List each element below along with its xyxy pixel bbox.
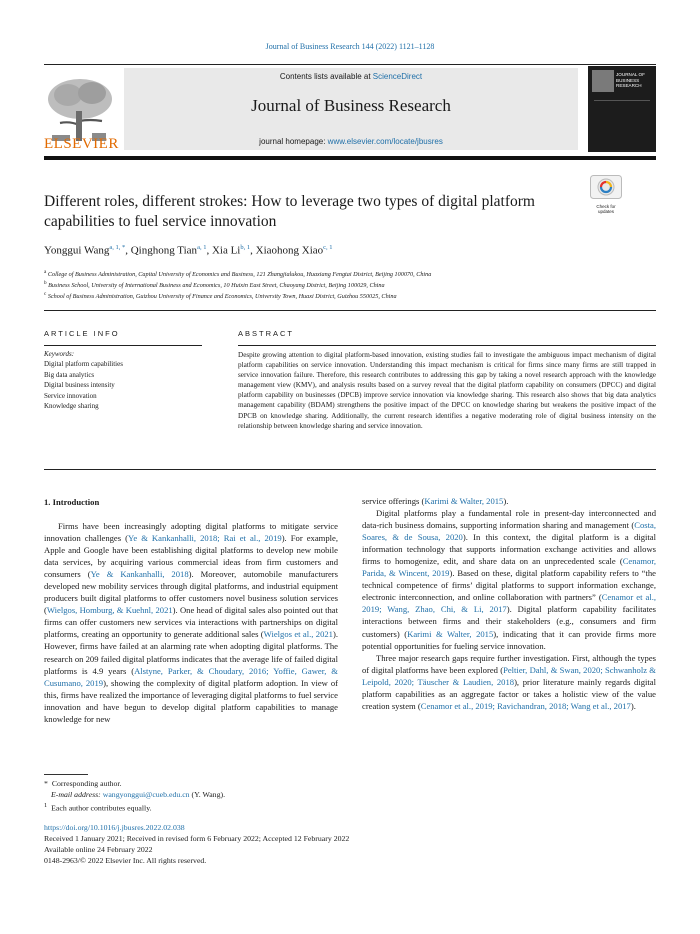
affiliation: $^b$ Business School, University of International Business and Economics, 10 Huixin East Street, Chaoyang District, Beijing 100029, China	[44, 280, 385, 290]
sciencedirect-link[interactable]: ScienceDirect	[372, 72, 423, 81]
author-name: Qinghong Tian	[130, 244, 198, 257]
body-paragraph: Firms have been increasingly adopting digital platforms to mitigate service innovation challenges (Ye & Kankanhalli, 2018; Rai et al., 2019). For example, Apple and Google have been establishing digital platforms to develop new mobile data services, by acquiring various commercial ideas from firm customers and consumers (Ye & Kankanhalli, 2018). Moreover, automobile manufacturers developed new mobility services through digital platforms, and industrial equipment producers built digital platforms to offer customers novel business solution services (Wielgos, Homburg, & Kuehnl, 2021). One head of digital sales also pointed out that firms can offer customers new services via interactions with partnerships on digital platforms, creating an opportunity to generate additional sales (Wielgos et al., 2021). However, firms have failed at an alarming rate when adopting digital platforms. The research on 209 failed digital platforms indicates that the average life of failed digital platforms is 4.9 years (Alstyne, Parker, & Choudary, 2016; Yoffie, Gawer, & Cusumano, 2019), showing the complexity of digital platform adoption. In view of this, firms have realized the importance of leveraging digital platforms to fuel service innovation and have begun to develop digital platform capabilities to manage knowledge for new	[44, 521, 338, 724]
check-updates-label: Check for updates	[596, 204, 616, 214]
elsevier-wordmark: ELSEVIER	[44, 136, 119, 152]
author-email-link[interactable]: wangyonggui@cueb.edu.cn	[102, 790, 190, 799]
publication-info	[44, 822, 544, 866]
journal-homepage-link[interactable]: www.elsevier.com/locate/jbusres	[327, 137, 443, 146]
citation-link[interactable]: Cenamor, Parida, & Wincent, 2019	[362, 556, 656, 579]
keyword: Knowledge sharing	[44, 402, 99, 410]
article-info-heading: ARTICLE INFO	[44, 329, 120, 338]
divider	[238, 345, 656, 346]
affiliation: $^c$ School of Business Administration, Guizhou University of Finance and Economics, University Town, Huaxi District, Guizhou 550025, China	[44, 291, 397, 301]
divider	[44, 310, 656, 311]
cover-emblem	[592, 70, 614, 92]
body-column-right	[362, 495, 656, 712]
contents-line: Contents lists available at ScienceDirect	[279, 72, 423, 81]
online-date: Available online 24 February 2022	[44, 845, 153, 854]
abstract-text: Despite growing attention to digital platform-based innovation, existing studies fail to investigate the ambiguous impact mechanism of digital platform capabilities on service innovation. Understanding this impact mechanism is critical for firms since many firms are still trapped in service innovation failure. Therefore, this research contributes to addressing this gap by taking a novel research approach with the knowledge management view (KMV), and analysis results based on a survey reveal that the digital platform capability on consumers (DPCC) and digital platform capability on businesses (DPCB) improve service innovation via knowledge sharing. This research also shows that big data analytics management capability (BDAM) strengthens the positive impact of the DPCC on knowledge sharing but weakens the positive impact of the DPCB on knowledge sharing. Additionally, the current research identifies a negative moderating role of digital business intensity on the relationship between knowledge sharing and service innovation.	[238, 351, 656, 430]
journal-title: Journal of Business Research	[251, 96, 451, 115]
citation-link[interactable]: Wielgos et al., 2021	[263, 629, 333, 640]
citation-link[interactable]: Cenamor et al., 2019; Ravichandran, 2018; Wang et al., 2017	[420, 700, 631, 711]
author-name: Yonggui Wang	[44, 244, 110, 257]
author-affiliation-marks[interactable]: a, 1, *	[109, 244, 126, 251]
body-column-left	[44, 520, 338, 725]
author-name: Xiaohong Xiao	[255, 244, 324, 257]
body-paragraph: service offerings (Karimi & Walter, 2015).	[362, 496, 509, 506]
citation-link[interactable]: Cenamor et al., 2019; Wang, Zhao, Chi, & Li, 2017	[362, 592, 657, 615]
keyword: Service innovation	[44, 391, 97, 400]
citation-link[interactable]: Ye & Kankanhalli, 2018; Rai et al., 2019	[127, 533, 282, 544]
journal-homepage: journal homepage: www.elsevier.com/locate/jbusres	[259, 137, 443, 146]
divider	[44, 345, 202, 346]
journal-citation-link[interactable]: Journal of Business Research 144 (2022) 1121–1128	[265, 42, 435, 51]
body-paragraph: Digital platforms play a fundamental role in present-day interconnected and data-rich business domains, supporting information sharing and management (Costa, Soares, & de Sousa, 2020). In this context, the digital platform is a digital information technology that supports information exchange activities and allows firms to homogenize, edit, and share data on an unprecedented scale (Cenamor, Parida, & Wincent, 2019). Based on these, digital platform capability refers to “the technical competence of firms’ digital platforms to support information exchange, electronic interconnection, and online collaboration with partners” (Cenamor et al., 2019; Wang, Zhao, Chi, & Li, 2017). Digital platform capability facilitates interactions between firms and their stakeholders (e.g., consumers and firm customers) (Karimi & Walter, 2015), indicating that it can provide firms more potential opportunities for fueling service innovation.	[362, 508, 657, 651]
received-dates: Received 1 January 2021; Received in revised form 6 February 2022; Accepted 12 February 2022	[44, 834, 350, 843]
footnote-rule	[44, 774, 88, 775]
author-affiliation-marks[interactable]: b, 1	[240, 244, 251, 251]
doi-link[interactable]: https://doi.org/10.1016/j.jbusres.2022.02.038	[44, 823, 185, 832]
citation-link[interactable]: Peltier, Dahl, & Swan, 2020; Schwanholz & Leipold, 2020; Täuscher & Laudien, 2018	[362, 664, 656, 687]
keyword: Big data analytics	[44, 370, 95, 379]
keyword: Digital platform capabilities	[44, 360, 123, 368]
author-list: Yonggui Wang$^{a, 1, *}$, Qinghong Tian$^{a, 1}$, Xia Li$^{b, 1}$, Xiaohong Xiao$^{c, 1}$	[44, 244, 333, 257]
cover-body	[594, 100, 650, 147]
masthead-top-rule	[44, 64, 656, 65]
masthead-bottom-rule	[44, 156, 656, 160]
check-for-updates-badge[interactable]	[590, 175, 622, 214]
cover-title: JOURNAL OF BUSINESS RESEARCH	[616, 72, 645, 88]
divider	[44, 469, 656, 470]
keywords-label: Keywords:	[44, 350, 75, 358]
body-paragraph: Three major research gaps require further investigation. First, although the types of digital platforms have been explored (Peltier, Dahl, & Swan, 2020; Schwanholz & Leipold, 2020; Täuscher & Laudien, 2018), prior literature mainly regards digital platform capabilities as an aggregate factor or takes a holistic view of the value creation system (Cenamor et al., 2019; Ravichandran, 2018; Wang et al., 2017).	[362, 652, 656, 711]
citation-link[interactable]: Karimi & Walter, 2015	[424, 496, 504, 506]
affiliation: $^a$ College of Business Administration, Capital University of Economics and Business, 121 Zhangjialukou, Huaxiang Fengtai District, Beijing 100070, China	[44, 269, 432, 279]
copyright: 0148-2963/© 2022 Elsevier Inc. All rights reserved.	[44, 856, 207, 865]
author-affiliation-marks[interactable]: a, 1	[197, 244, 207, 251]
abstract-heading: ABSTRACT	[238, 329, 295, 338]
footnote-email: E-mail address: wangyonggui@cueb.edu.cn (Y. Wang).	[51, 790, 226, 799]
section-heading-introduction: 1. Introduction	[44, 497, 100, 507]
footnote-equal-contribution: $^1$ Each author contributes equally.	[44, 802, 152, 813]
article-title: Different roles, different strokes: How to leverage two types of digital platform capabilities to fuel service innovation	[44, 193, 535, 230]
keyword: Digital business intensity	[44, 381, 115, 389]
check-updates-icon	[590, 175, 622, 199]
citation-link[interactable]: Ye & Kankanhalli, 2018	[90, 569, 189, 580]
author-name: Xia Li	[211, 244, 241, 257]
citation-link[interactable]: Wielgos, Homburg, & Kuehnl, 2021	[46, 605, 173, 616]
citation-link[interactable]: Karimi & Walter, 2015	[407, 628, 494, 639]
footnote-corresponding: * Corresponding author.	[44, 779, 122, 788]
journal-cover-thumbnail[interactable]	[588, 66, 656, 152]
author-affiliation-marks[interactable]: c, 1	[323, 244, 333, 251]
footnotes	[44, 778, 444, 814]
citation-link[interactable]: Costa, Soares, & de Sousa, 2020	[362, 520, 656, 543]
citation-link[interactable]: Alstyne, Parker, & Choudary, 2016; Yoffie, Gawer, & Cusumano, 2019	[44, 665, 338, 688]
